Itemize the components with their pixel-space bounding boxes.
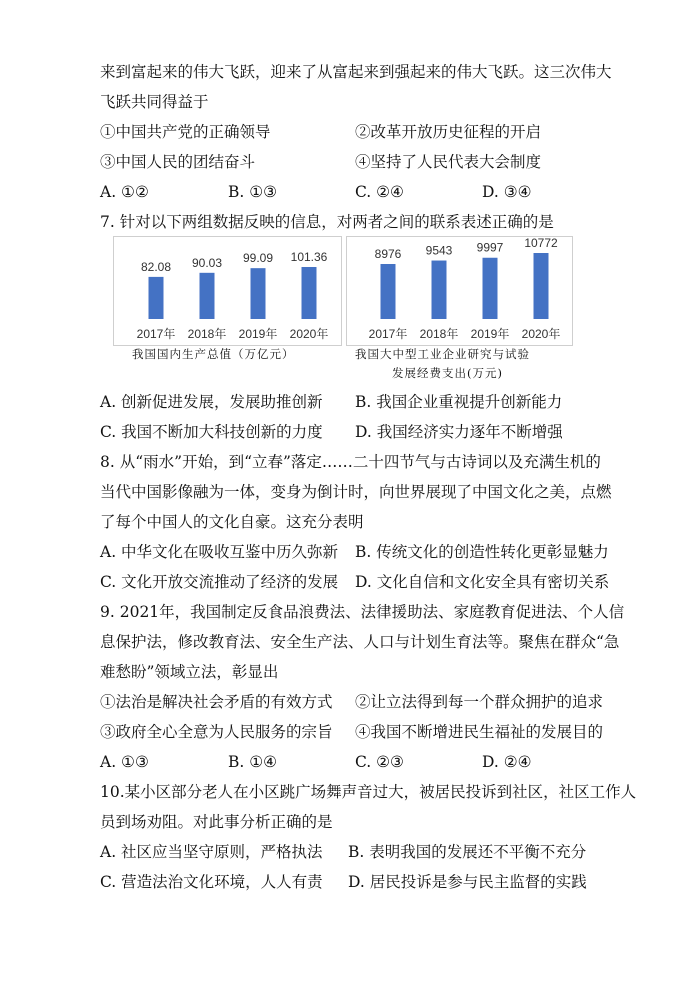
q6-option-b: B. ①③ bbox=[228, 183, 278, 201]
data-label: 10772 bbox=[524, 237, 558, 250]
x-tick-label: 2019年 bbox=[238, 327, 278, 341]
q8-stem-line-1: 8. 从“雨水”开始，到“立春”落定……二十四节气与古诗词以及充满生机的 bbox=[100, 453, 601, 471]
q6-stem-line-1: 来到富起来的伟大飞跃，迎来了从富起来到强起来的伟大飞跃。这三次伟大 bbox=[100, 63, 612, 81]
rd-bar-chart bbox=[347, 237, 572, 345]
q8-option-c: C. 文化开放交流推动了经济的发展 bbox=[100, 573, 339, 591]
q8-option-b: B. 传统文化的创造性转化更彰显魅力 bbox=[355, 543, 609, 561]
bar-2017年 bbox=[149, 277, 164, 319]
x-tick-label: 2019年 bbox=[470, 327, 510, 341]
data-label: 8976 bbox=[374, 247, 402, 262]
x-tick-label: 2017年 bbox=[368, 327, 408, 341]
q9-stem-line-1: 9. 2021年，我国制定反食品浪费法、法律援助法、家庭教育促进法、个人信 bbox=[100, 603, 625, 621]
q6-statement-4: ④坚持了人民代表大会制度 bbox=[355, 153, 542, 171]
q7-option-a: A. 创新促进发展，发展助推创新 bbox=[100, 393, 323, 411]
x-tick-label: 2020年 bbox=[289, 327, 329, 341]
q10-option-d: D. 居民投诉是参与民主监督的实践 bbox=[348, 873, 587, 891]
bar-2020年 bbox=[534, 253, 549, 319]
bar-2018年 bbox=[432, 261, 447, 319]
q10-stem-line-1: 10.某小区部分老人在小区跳广场舞声音过大，被居民投诉到社区，社区工作人 bbox=[100, 783, 637, 801]
x-tick-label: 2017年 bbox=[136, 327, 176, 341]
q6-option-c: C. ②④ bbox=[355, 183, 404, 201]
q8-stem-line-3: 了每个中国人的文化自豪。这充分表明 bbox=[100, 513, 364, 531]
q6-statement-2: ②改革开放历史征程的开启 bbox=[355, 123, 542, 141]
q8-option-a: A. 中华文化在吸收互鉴中历久弥新 bbox=[100, 543, 339, 561]
data-label: 9543 bbox=[425, 243, 453, 258]
q9-statement-2: ②让立法得到每一个群众拥护的追求 bbox=[355, 693, 604, 711]
x-tick-label: 2018年 bbox=[419, 327, 459, 341]
rd-chart-frame bbox=[346, 236, 573, 346]
q7-option-b: B. 我国企业重视提升创新能力 bbox=[355, 393, 563, 411]
q9-stem-line-3: 难愁盼”领域立法，彰显出 bbox=[100, 663, 279, 681]
q10-option-c: C. 营造法治文化环境，人人有责 bbox=[100, 873, 323, 891]
q7-option-c: C. 我国不断加大科技创新的力度 bbox=[100, 423, 323, 441]
gdp-bar-chart bbox=[114, 237, 341, 345]
q8-stem-line-2: 当代中国影像融为一体，变身为倒计时，向世界展现了中国文化之美，点燃 bbox=[100, 483, 612, 501]
q9-statement-3: ③政府全心全意为人民服务的宗旨 bbox=[100, 723, 333, 741]
bar-2019年 bbox=[483, 258, 498, 319]
q8-option-d: D. 文化自信和文化安全具有密切关系 bbox=[355, 573, 610, 591]
q9-stem-line-2: 息保护法，修改教育法、安全生产法、人口与计划生育法等。聚焦在群众“急 bbox=[100, 633, 620, 651]
q9-statement-4: ④我国不断增进民生福祉的发展目的 bbox=[355, 723, 604, 741]
q9-statement-1: ①法治是解决社会矛盾的有效方式 bbox=[100, 693, 333, 711]
q9-option-d: D. ②④ bbox=[482, 753, 532, 771]
x-tick-label: 2020年 bbox=[521, 327, 561, 341]
gdp-chart-caption: 我国国内生产总值（万亿元） bbox=[132, 347, 295, 361]
q6-option-d: D. ③④ bbox=[482, 183, 532, 201]
rd-chart-caption-line-1: 我国大中型工业企业研究与试验 bbox=[355, 347, 530, 361]
data-label: 82.08 bbox=[140, 259, 172, 274]
q10-stem-line-2: 员到场劝阻。对此事分析正确的是 bbox=[100, 813, 333, 831]
q9-option-b: B. ①④ bbox=[228, 753, 278, 771]
gdp-chart-frame bbox=[113, 236, 342, 346]
q7-option-d: D. 我国经济实力逐年不断增强 bbox=[355, 423, 563, 441]
x-tick-label: 2018年 bbox=[187, 327, 227, 341]
data-label: 90.03 bbox=[191, 255, 223, 270]
data-label: 99.09 bbox=[242, 251, 274, 266]
q10-option-a: A. 社区应当坚守原则，严格执法 bbox=[100, 843, 323, 861]
q7-stem: 7. 针对以下两组数据反映的信息，对两者之间的联系表述正确的是 bbox=[100, 213, 554, 231]
q6-option-a: A. ①② bbox=[100, 183, 149, 201]
q9-option-c: C. ②③ bbox=[355, 753, 404, 771]
q10-option-b: B. 表明我国的发展还不平衡不充分 bbox=[348, 843, 587, 861]
q6-stem-line-2: 飞跃共同得益于 bbox=[100, 93, 209, 111]
q6-statement-3: ③中国人民的团结奋斗 bbox=[100, 153, 256, 171]
bar-2020年 bbox=[302, 267, 317, 319]
q9-option-a: A. ①③ bbox=[100, 753, 149, 771]
bar-2019年 bbox=[251, 268, 266, 319]
q6-statement-1: ①中国共产党的正确领导 bbox=[100, 123, 271, 141]
bar-2018年 bbox=[200, 273, 215, 319]
bar-2017年 bbox=[381, 264, 396, 319]
data-label: 9997 bbox=[476, 240, 504, 255]
data-label: 101.36 bbox=[290, 250, 328, 264]
rd-chart-caption-line-2: 发展经费支出(万元) bbox=[392, 366, 503, 380]
